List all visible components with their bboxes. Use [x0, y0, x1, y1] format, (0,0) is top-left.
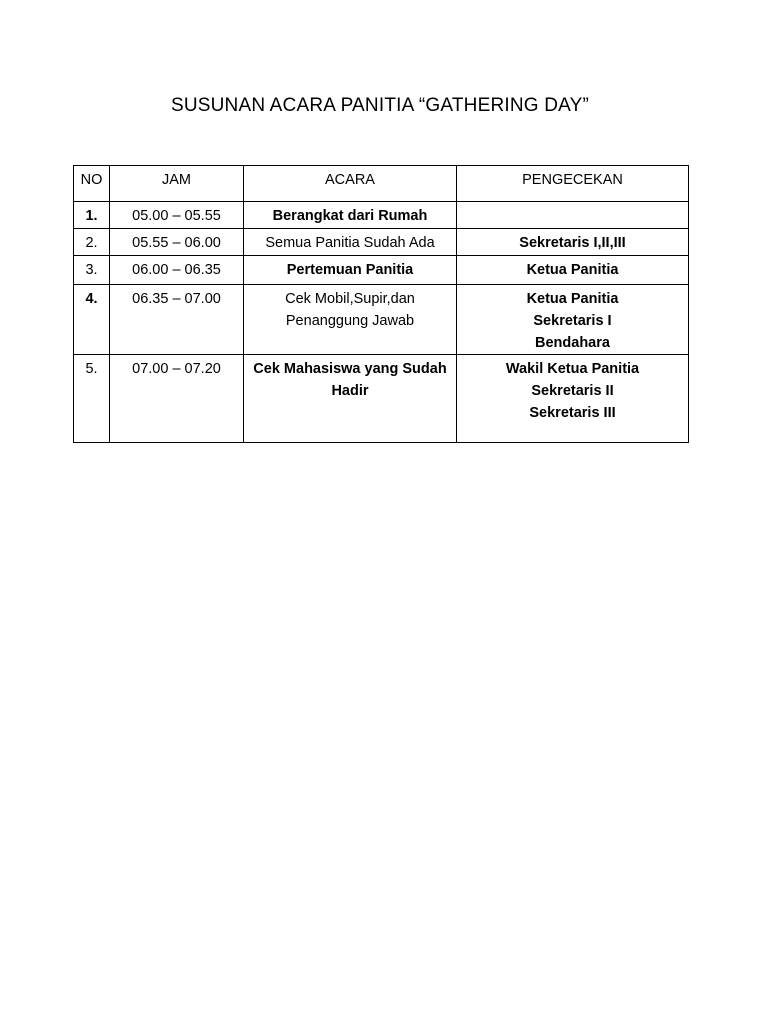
cell-pengecekan-text: Ketua Panitia Sekretaris I Bendahara: [526, 291, 619, 351]
cell-acara-text: Cek Mahasiswa yang Sudah Hadir: [253, 361, 447, 399]
cell-jam: 05.00 – 05.55: [110, 202, 244, 229]
cell-no: 1.: [74, 202, 110, 229]
cell-acara: [244, 285, 457, 355]
cell-no: 3.: [74, 256, 110, 285]
header-jam: JAM: [110, 166, 244, 202]
cell-acara: Pertemuan Panitia: [244, 256, 457, 285]
cell-acara: Berangkat dari Rumah: [244, 202, 457, 229]
cell-jam: 06.00 – 06.35: [110, 256, 244, 285]
table-row: [74, 202, 689, 229]
document-title: SUSUNAN ACARA PANITIA “GATHERING DAY”: [170, 95, 590, 116]
cell-no: 2.: [74, 229, 110, 256]
cell-pengecekan: Sekretaris I,II,III: [457, 229, 689, 256]
cell-pengecekan: Ketua Panitia: [457, 256, 689, 285]
table-row: [74, 256, 689, 285]
header-no: NO: [74, 166, 110, 202]
cell-acara: Semua Panitia Sudah Ada: [244, 229, 457, 256]
header-acara: ACARA: [244, 166, 457, 202]
table-row: [74, 285, 689, 355]
cell-pengecekan-text: Wakil Ketua Panitia Sekretaris II Sekretaris III: [505, 361, 640, 421]
cell-jam: 06.35 – 07.00: [110, 285, 244, 355]
table-header-row: [74, 166, 689, 202]
cell-acara: [244, 355, 457, 443]
table-row: [74, 355, 689, 443]
cell-pengecekan: [457, 285, 689, 355]
cell-pengecekan: [457, 355, 689, 443]
cell-no: 5.: [74, 355, 110, 443]
cell-acara-text: Cek Mobil,Supir,dan Penanggung Jawab: [285, 291, 415, 329]
header-pengecekan: PENGECEKAN: [457, 166, 689, 202]
table-row: [74, 229, 689, 256]
cell-no: 4.: [74, 285, 110, 355]
cell-pengecekan: [457, 202, 689, 229]
cell-jam: 05.55 – 06.00: [110, 229, 244, 256]
schedule-table: [73, 165, 689, 443]
cell-jam: 07.00 – 07.20: [110, 355, 244, 443]
